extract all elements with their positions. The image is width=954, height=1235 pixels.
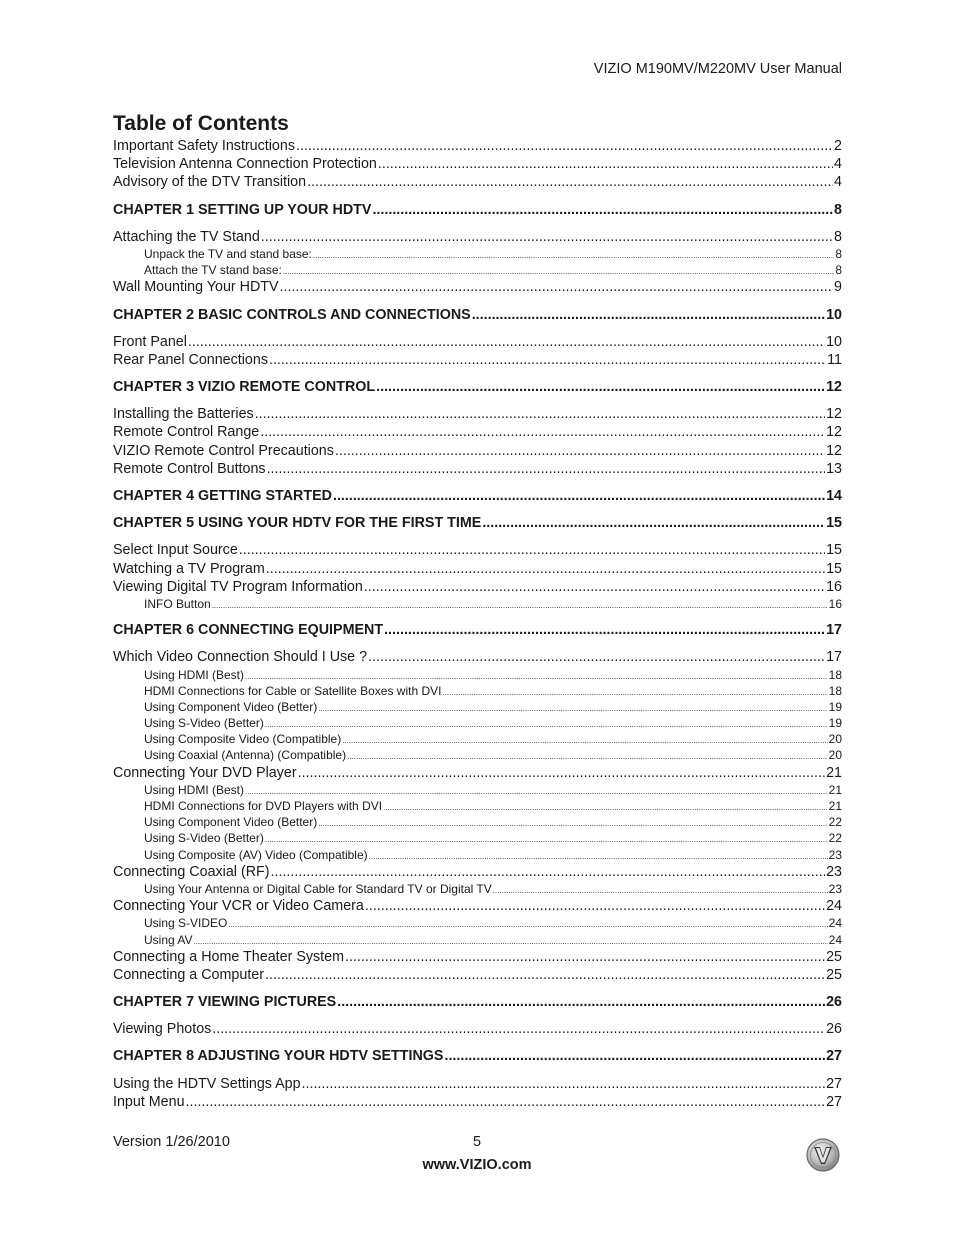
dot-leader	[372, 201, 833, 219]
dot-leader	[228, 917, 827, 931]
toc-entry-page: 10	[826, 306, 842, 323]
toc-entry-title: HDMI Connections for Cable or Satellite Boxes with DVI	[144, 683, 442, 698]
toc-entry-page: 20	[828, 732, 842, 747]
toc-entry-page: 4	[834, 156, 842, 173]
toc-section-entry[interactable]	[113, 1093, 842, 1111]
toc-entry-page: 14	[826, 488, 842, 504]
dot-leader	[188, 333, 825, 351]
dot-leader	[265, 966, 825, 984]
toc-entry-title: Using Component Video (Better)	[144, 699, 318, 714]
toc-subsection-entry[interactable]	[113, 262, 842, 278]
toc-subsection-entry[interactable]	[113, 932, 842, 948]
toc-section-entry[interactable]	[113, 578, 842, 596]
toc-subsection-entry[interactable]	[113, 715, 842, 731]
toc-section-entry[interactable]	[113, 966, 842, 984]
toc-entry-page: 11	[827, 351, 842, 368]
toc-entry-page: 12	[826, 379, 842, 396]
toc-chapter-entry[interactable]	[113, 201, 842, 219]
toc-chapter-entry[interactable]	[113, 993, 842, 1011]
toc-entry-page: 12	[826, 406, 842, 423]
dot-leader	[342, 733, 827, 747]
dot-leader	[442, 685, 827, 699]
dot-leader	[239, 541, 825, 559]
toc-entry-title: Using S-Video (Better)	[144, 716, 264, 731]
toc-section-entry[interactable]	[113, 863, 842, 881]
toc-entry-page: 10	[826, 333, 842, 350]
toc-section-entry[interactable]	[113, 278, 842, 296]
toc-entry-title: Wall Mounting Your HDTV	[113, 279, 279, 296]
dot-leader	[337, 993, 825, 1011]
toc-entry-title: HDMI Connections for DVD Players with DVI	[144, 799, 383, 813]
toc-entry-page: 8	[835, 246, 842, 261]
toc-entry-page: 17	[826, 649, 842, 666]
toc-section-entry[interactable]	[113, 897, 842, 915]
toc-entry-page: 25	[826, 966, 842, 983]
dot-leader	[383, 800, 828, 814]
toc-entry-title: CHAPTER 7 VIEWING PICTURES	[113, 994, 337, 1011]
dot-leader	[212, 598, 828, 612]
toc-section-entry[interactable]	[113, 560, 842, 578]
dot-leader	[313, 248, 834, 262]
toc-entry-page: 13	[826, 460, 842, 477]
toc-entry-title: Rear Panel Connections	[113, 351, 268, 368]
dot-leader	[444, 1047, 825, 1065]
toc-title: Table of Contents	[113, 112, 289, 135]
dot-leader	[245, 784, 828, 798]
dot-leader	[369, 849, 828, 863]
dot-leader	[266, 560, 825, 578]
toc-entry-page: 24	[828, 932, 842, 947]
toc-entry-page: 26	[826, 994, 842, 1011]
dot-leader	[298, 764, 826, 782]
toc-entry-page: 15	[826, 542, 842, 559]
dot-leader	[318, 816, 827, 830]
dot-leader	[265, 832, 828, 846]
toc-entry-title: Which Video Connection Should I Use ?	[113, 649, 368, 666]
toc-list	[113, 137, 842, 1111]
toc-entry-page: 8	[835, 263, 842, 278]
toc-section-entry[interactable]	[113, 333, 842, 351]
dot-leader	[318, 701, 827, 715]
toc-section-entry[interactable]	[113, 948, 842, 966]
toc-section-entry[interactable]	[113, 351, 842, 369]
toc-entry-title: Using Composite (AV) Video (Compatible)	[144, 847, 368, 862]
dot-leader	[212, 1020, 825, 1038]
toc-entry-page: 8	[834, 201, 842, 218]
toc-subsection-entry[interactable]	[113, 596, 842, 612]
toc-entry-page: 27	[826, 1093, 842, 1110]
toc-section-entry[interactable]	[113, 442, 842, 460]
toc-entry-page: 15	[826, 515, 842, 532]
dot-leader	[260, 423, 825, 441]
toc-entry-title: Remote Control Buttons	[113, 460, 266, 477]
vizio-v-logo-icon	[806, 1138, 840, 1172]
toc-entry-title: CHAPTER 8 ADJUSTING YOUR HDTV SETTINGS	[113, 1048, 444, 1065]
dot-leader	[384, 621, 825, 639]
toc-entry-page: 27	[826, 1075, 842, 1092]
toc-entry-page: 19	[828, 716, 842, 731]
toc-entry-title: Viewing Photos	[113, 1021, 212, 1038]
toc-entry-title: VIZIO Remote Control Precautions	[113, 442, 334, 459]
toc-subsection-entry[interactable]	[113, 667, 842, 683]
dot-leader	[335, 442, 825, 460]
toc-section-entry[interactable]	[113, 764, 842, 782]
toc-entry-page: 25	[826, 948, 842, 965]
toc-entry-title: Remote Control Range	[113, 424, 260, 441]
toc-entry-title: Input Menu	[113, 1093, 185, 1110]
toc-entry-page: 18	[828, 667, 842, 682]
toc-entry-title: Using Composite Video (Compatible)	[144, 732, 342, 747]
dot-leader	[271, 863, 826, 881]
toc-entry-title: Advisory of the DTV Transition	[113, 174, 307, 191]
toc-entry-page: 24	[826, 898, 842, 915]
toc-entry-title: Connecting a Computer	[113, 966, 264, 983]
toc-subsection-entry[interactable]	[113, 881, 842, 897]
toc-entry-title: Using S-Video (Better)	[144, 831, 264, 846]
dot-leader	[245, 669, 828, 683]
toc-entry-title: Television Antenna Connection Protection	[113, 156, 377, 173]
toc-entry-title: CHAPTER 5 USING YOUR HDTV FOR THE FIRST TIME	[113, 515, 482, 532]
toc-entry-title: Using the HDTV Settings App	[113, 1075, 301, 1092]
toc-entry-title: Using AV	[144, 932, 193, 947]
dot-leader	[269, 351, 826, 369]
toc-subsection-entry[interactable]	[113, 747, 842, 763]
footer-url[interactable]: www.VIZIO.com	[422, 1157, 532, 1173]
toc-chapter-entry[interactable]	[113, 514, 842, 532]
toc-section-entry[interactable]	[113, 541, 842, 559]
toc-entry-page: 16	[828, 596, 842, 611]
toc-entry-title: Important Safety Instructions	[113, 138, 295, 154]
dot-leader	[482, 514, 825, 532]
toc-entry-page: 21	[828, 782, 842, 797]
toc-section-entry[interactable]	[113, 648, 842, 666]
footer-version: Version 1/26/2010	[113, 1134, 230, 1150]
toc-entry-title: CHAPTER 3 VIZIO REMOTE CONTROL	[113, 379, 376, 396]
toc-section-entry[interactable]	[113, 173, 842, 191]
toc-entry-page: 21	[828, 799, 842, 813]
toc-entry-page: 12	[826, 424, 842, 441]
dot-leader	[307, 173, 833, 191]
toc-entry-page: 8	[834, 228, 842, 245]
toc-chapter-entry[interactable]	[113, 1047, 842, 1065]
dot-leader	[333, 487, 825, 505]
toc-entry-page: 4	[834, 174, 842, 191]
toc-entry-title: CHAPTER 4 GETTING STARTED	[113, 488, 332, 504]
toc-subsection-entry[interactable]	[113, 798, 842, 814]
toc-section-entry[interactable]	[113, 155, 842, 173]
toc-chapter-entry[interactable]	[113, 621, 842, 639]
toc-entry-title: Installing the Batteries	[113, 406, 254, 423]
toc-entry-page: 21	[826, 764, 842, 781]
toc-chapter-entry[interactable]	[113, 378, 842, 396]
dot-leader	[267, 460, 826, 478]
toc-entry-page: 19	[828, 699, 842, 714]
dot-leader	[364, 578, 825, 596]
toc-entry-page: 16	[826, 578, 842, 595]
dot-leader	[368, 648, 825, 666]
toc-subsection-entry[interactable]	[113, 246, 842, 262]
toc-entry-page: 12	[826, 442, 842, 459]
toc-chapter-entry[interactable]	[113, 487, 842, 505]
toc-entry-page: 15	[826, 560, 842, 577]
toc-entry-title: Using Component Video (Better)	[144, 815, 318, 830]
toc-entry-page: 17	[826, 622, 842, 639]
dot-leader	[261, 228, 833, 246]
toc-entry-page: 22	[828, 831, 842, 846]
page-number: 5	[473, 1134, 482, 1150]
toc-subsection-entry[interactable]	[113, 814, 842, 830]
dot-leader	[283, 264, 834, 278]
toc-section-entry[interactable]	[113, 460, 842, 478]
dot-leader	[378, 155, 833, 173]
dot-leader	[265, 717, 828, 731]
toc-entry-page: 23	[828, 847, 842, 862]
toc-entry-title: Attach the TV stand base:	[144, 263, 282, 278]
dot-leader	[493, 883, 828, 897]
toc-entry-title: Using HDMI (Best)	[144, 667, 245, 682]
toc-entry-title: Select Input Source	[113, 542, 238, 559]
dot-leader	[376, 378, 825, 396]
toc-entry-title: CHAPTER 2 BASIC CONTROLS AND CONNECTIONS	[113, 306, 471, 323]
toc-entry-title: Using HDMI (Best)	[144, 782, 245, 797]
toc-subsection-entry[interactable]	[113, 830, 842, 846]
toc-entry-title: Front Panel	[113, 333, 187, 350]
toc-chapter-entry[interactable]	[113, 306, 842, 324]
toc-section-entry[interactable]	[113, 137, 842, 155]
dot-leader	[296, 137, 833, 155]
toc-section-entry[interactable]	[113, 228, 842, 246]
toc-entry-page: 24	[828, 916, 842, 931]
toc-entry-title: Using S-VIDEO	[144, 916, 228, 931]
dot-leader	[472, 306, 825, 324]
toc-entry-title: Using Coaxial (Antenna) (Compatible)	[144, 748, 347, 763]
toc-section-entry[interactable]	[113, 1075, 842, 1093]
toc-entry-title: CHAPTER 6 CONNECTING EQUIPMENT	[113, 622, 384, 639]
toc-entry-page: 2	[834, 138, 842, 154]
toc-entry-page: 18	[828, 683, 842, 698]
dot-leader	[347, 749, 828, 763]
toc-entry-page: 23	[828, 881, 842, 896]
dot-leader	[255, 405, 825, 423]
toc-entry-title: Viewing Digital TV Program Information	[113, 578, 363, 595]
toc-subsection-entry[interactable]	[113, 847, 842, 863]
toc-subsection-entry[interactable]	[113, 782, 842, 798]
toc-entry-title: Unpack the TV and stand base:	[144, 246, 312, 261]
dot-leader	[186, 1093, 826, 1111]
toc-subsection-entry[interactable]	[113, 699, 842, 715]
dot-leader	[302, 1075, 826, 1093]
toc-entry-page: 9	[834, 279, 842, 296]
toc-entry-title: Connecting a Home Theater System	[113, 948, 344, 965]
manual-title: VIZIO M190MV/M220MV User Manual	[593, 61, 842, 77]
toc-entry-title: INFO Button	[144, 596, 211, 611]
toc-entry-title: Connecting Coaxial (RF)	[113, 863, 270, 880]
toc-entry-page: 26	[826, 1021, 842, 1038]
dot-leader	[193, 934, 827, 948]
toc-section-entry[interactable]	[113, 1020, 842, 1038]
toc-entry-title: CHAPTER 1 SETTING UP YOUR HDTV	[113, 201, 372, 218]
toc-subsection-entry[interactable]	[113, 683, 842, 699]
dot-leader	[365, 897, 825, 915]
toc-entry-title: Connecting Your VCR or Video Camera	[113, 898, 364, 915]
toc-entry-page: 22	[828, 815, 842, 830]
toc-subsection-entry[interactable]	[113, 731, 842, 747]
toc-entry-title: Watching a TV Program	[113, 560, 265, 577]
toc-entry-title: Connecting Your DVD Player	[113, 764, 297, 781]
toc-section-entry[interactable]	[113, 423, 842, 441]
toc-entry-title: Using Your Antenna or Digital Cable for Standard TV or Digital TV	[144, 881, 492, 896]
dot-leader	[280, 278, 834, 296]
toc-section-entry[interactable]	[113, 405, 842, 423]
toc-subsection-entry[interactable]	[113, 915, 842, 931]
toc-entry-page: 27	[826, 1048, 842, 1065]
toc-entry-title: Attaching the TV Stand	[113, 228, 260, 245]
toc-entry-page: 23	[826, 863, 842, 880]
toc-entry-page: 20	[828, 748, 842, 763]
dot-leader	[345, 948, 825, 966]
